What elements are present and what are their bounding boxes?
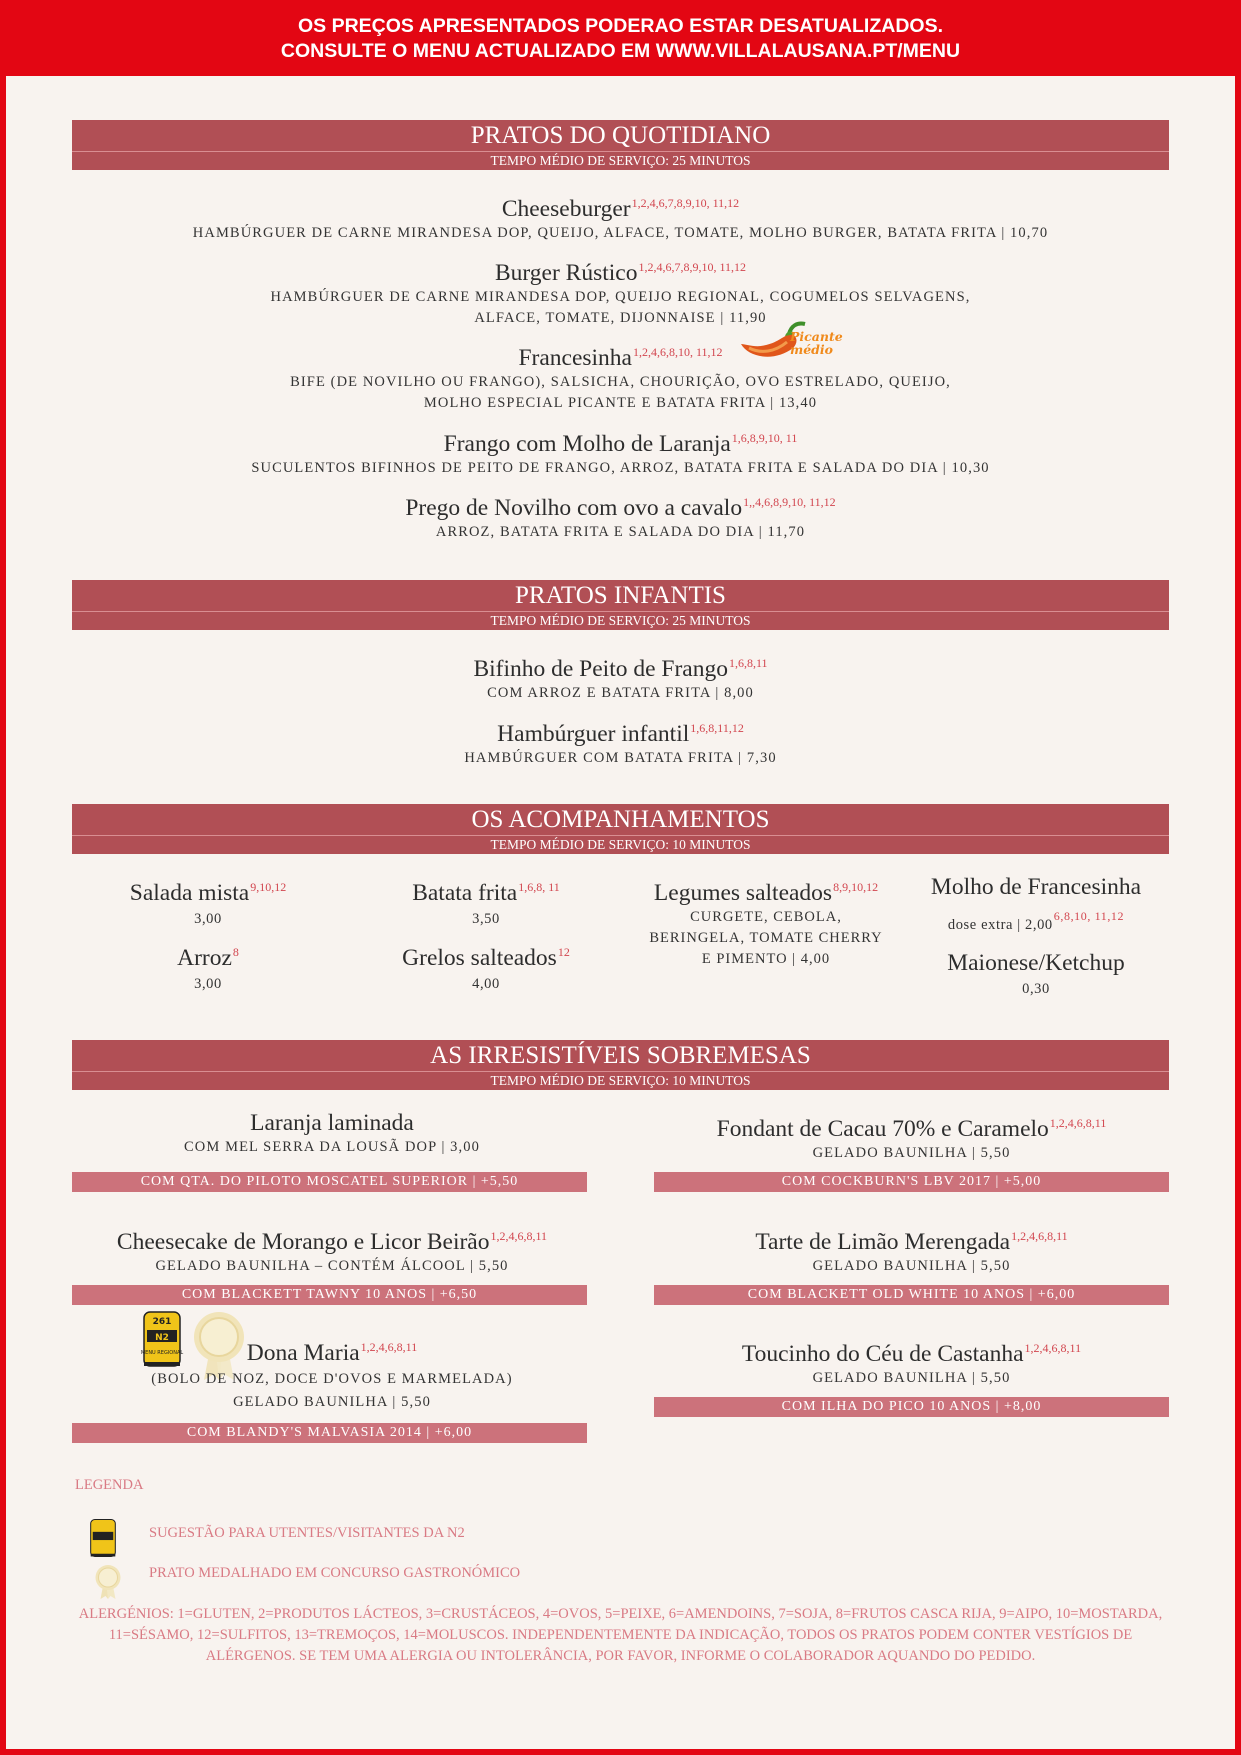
item-description: SUCULENTOS BIFINHOS DE PEITO DE FRANGO, ARROZ, BATATA FRITA E SALADA DO DIA | 10,30	[251, 460, 990, 476]
medal-icon	[94, 1564, 122, 1604]
wine-pairing-bar: COM QTA. DO PILOTO MOSCATEL SUPERIOR | +5,50	[72, 1172, 587, 1192]
item-price: 3,00	[194, 911, 222, 927]
item-description: MOLHO ESPECIAL PICANTE E BATATA FRITA | 13,40	[423, 395, 818, 411]
allergen-codes: 1,2,4,6,8,11	[490, 1229, 548, 1243]
dessert-tarte-limao	[654, 1222, 1169, 1277]
item-name: Dona Maria	[246, 1340, 360, 1366]
item-name: Prego de Novilho com ovo a cavalo	[405, 495, 743, 521]
side-arroz	[88, 938, 328, 996]
side-salada-mista	[88, 873, 328, 931]
item-description: HAMBÚRGUER COM BATATA FRITA | 7,30	[464, 750, 777, 766]
allergen-codes: 12	[557, 945, 570, 959]
item-description: GELADO BAUNILHA | 5,50	[233, 1394, 431, 1410]
section-title: AS IRRESISTÍVEIS SOBREMESAS	[430, 1042, 811, 1069]
section-title: PRATOS DO QUOTIDIANO	[470, 122, 771, 149]
wine-pairing-bar: COM COCKBURN'S LBV 2017 | +5,00	[654, 1172, 1169, 1192]
item-name: Maionese/Ketchup	[947, 950, 1125, 976]
dessert-fondant-cacau	[654, 1109, 1169, 1164]
item-extra-price: dose extra | 2,00	[947, 917, 1053, 933]
side-molho-francesinha	[911, 873, 1161, 940]
item-name: Hambúrguer infantil	[497, 721, 690, 747]
allergen-codes: 1,2,4,6,8,10, 11,12	[632, 345, 723, 359]
item-description: COM ARROZ E BATATA FRITA | 8,00	[487, 685, 754, 701]
allergen-codes: 1,6,8, 11	[518, 880, 560, 894]
legend-title: LEGENDA	[75, 1477, 144, 1493]
side-maionese-ketchup	[911, 949, 1161, 1001]
section-title: PRATOS INFANTIS	[515, 582, 726, 609]
allergen-codes: 6,8,10, 11,12	[1053, 909, 1125, 923]
banner-line-2: CONSULTE O MENU ACTUALIZADO EM WWW.VILLALAUSANA.PT/MENU	[280, 40, 961, 62]
allergen-codes: 1,2,4,6,8,11	[1024, 1341, 1082, 1355]
item-name: Fondant de Cacau 70% e Caramelo	[716, 1116, 1049, 1142]
item-price: 3,50	[472, 911, 500, 927]
item-name: Francesinha	[518, 345, 632, 371]
side-legumes-salteados	[636, 873, 896, 970]
section-subtitle: TEMPO MÉDIO DE SERVIÇO: 10 MINUTOS	[72, 1071, 1169, 1090]
item-name: Legumes salteados	[653, 880, 833, 906]
allergen-codes: 1,6,8,11	[729, 656, 768, 670]
item-name: Bifinho de Peito de Frango	[473, 656, 728, 682]
section-header-quotidiano	[72, 120, 1169, 170]
item-price: 3,00	[194, 976, 222, 992]
menu-item-cheeseburger	[72, 189, 1169, 244]
item-description: BIFE (DE NOVILHO OU FRANGO), SALSICHA, CHOURIÇÃO, OVO ESTRELADO, QUEIJO,	[290, 374, 951, 390]
item-description: CURGETE, CEBOLA,	[690, 909, 842, 925]
item-name: Cheesecake de Morango e Licor Beirão	[116, 1229, 490, 1255]
item-description: ARROZ, BATATA FRITA E SALADA DO DIA | 11,70	[435, 524, 806, 540]
wine-pairing-bar: COM BLANDY'S MALVASIA 2014 | +6,00	[72, 1423, 587, 1443]
allergen-codes: 1,6,8,9,10, 11	[731, 431, 798, 445]
wine-pairing-bar: COM ILHA DO PICO 10 ANOS | +8,00	[654, 1397, 1169, 1417]
wine-pairing-bar: COM BLACKETT TAWNY 10 ANOS | +6,50	[72, 1285, 587, 1305]
allergen-codes: 1,2,4,6,7,8,9,10, 11,12	[631, 196, 740, 210]
item-name: Molho de Francesinha	[930, 874, 1142, 900]
item-name: Cheeseburger	[501, 196, 631, 222]
item-name: Laranja laminada	[250, 1110, 414, 1136]
menu-item-francesinha	[72, 338, 1169, 414]
item-name: Tarte de Limão Merengada	[755, 1229, 1011, 1255]
item-description: GELADO BAUNILHA | 5,50	[812, 1258, 1011, 1274]
item-description: ALFACE, TOMATE, DIJONNAISE | 11,90	[474, 310, 767, 326]
allergen-codes: 9,10,12	[250, 880, 287, 894]
allergen-codes: 1,2,4,6,8,11	[360, 1340, 418, 1354]
item-description: GELADO BAUNILHA – CONTÉM ÁLCOOL | 5,50	[155, 1258, 509, 1274]
item-name: Salada mista	[129, 880, 250, 906]
badge-number: 261	[152, 1317, 172, 1327]
badge-route: N2	[155, 1333, 169, 1343]
wine-pairing-bar: COM BLACKETT OLD WHITE 10 ANOS | +6,00	[654, 1285, 1169, 1305]
dessert-laranja-laminada	[72, 1109, 592, 1158]
item-description: GELADO BAUNILHA | 5,50	[812, 1145, 1011, 1161]
n2-regional-badge-icon	[90, 1518, 116, 1562]
side-grelos	[366, 938, 606, 996]
price-warning-banner	[0, 0, 1241, 76]
allergen-codes: 8	[232, 945, 239, 959]
item-description: E PIMENTO | 4,00	[701, 951, 831, 967]
menu-item-prego-novilho	[72, 488, 1169, 543]
section-subtitle: TEMPO MÉDIO DE SERVIÇO: 25 MINUTOS	[72, 151, 1169, 170]
item-description: GELADO BAUNILHA | 5,50	[812, 1370, 1011, 1386]
allergen-codes: 1,,4,6,8,9,10, 11,12	[743, 495, 836, 509]
banner-line-1: OS PREÇOS APRESENTADOS PODERAO ESTAR DESATUALIZADOS.	[297, 15, 943, 37]
legend-medal-text: PRATO MEDALHADO EM CONCURSO GASTRONÓMICO	[149, 1565, 521, 1581]
legend-n2-text: SUGESTÃO PARA UTENTES/VISITANTES DA N2	[149, 1525, 465, 1541]
badge-caption: MENU REGIONAL	[140, 1350, 184, 1356]
menu-item-hamburguer-infantil	[72, 714, 1169, 769]
dessert-toucinho-ceu	[654, 1334, 1169, 1389]
section-subtitle: TEMPO MÉDIO DE SERVIÇO: 10 MINUTOS	[72, 835, 1169, 854]
item-name: Frango com Molho de Laranja	[443, 431, 731, 457]
spicy-level-label: Picante médio	[790, 329, 843, 357]
dessert-dona-maria	[72, 1333, 592, 1413]
side-batata-frita	[366, 873, 606, 931]
allergen-legend: ALERGÉNIOS: 1=GLUTEN, 2=PRODUTOS LÁCTEOS, 3=CRUSTÁCEOS, 4=OVOS, 5=PEIXE, 6=AMENDOINS, 7=SOJA, 8=FRUTOS CASCA RIJA, 9=AIPO, 10=MOSTARDA, 11=SÉSAMO, 12=SULFITOS, 13=TREMOÇOS, 14=MOLUSCOS. INDEPENDENTEMENTE DA INDICAÇÃO, TODOS OS PRATOS PODEM CONTER VESTÍGIOS DE ALÉRGENOS. SE TEM UMA ALERGIA OU INTOLERÂNCIA, POR FAVOR, INFORME O COLABORADOR AQUANDO DO PEDIDO.	[78, 1606, 1163, 1664]
allergen-codes: 1,6,8,11,12	[690, 721, 744, 735]
item-description: COM MEL SERRA DA LOUSÃ DOP | 3,00	[184, 1139, 480, 1155]
menu-item-bifinho	[72, 649, 1169, 704]
item-name: Burger Rústico	[494, 260, 638, 286]
item-name: Toucinho do Céu de Castanha	[741, 1341, 1024, 1367]
dessert-cheesecake	[72, 1222, 592, 1277]
menu-item-burger-rustico	[72, 253, 1169, 329]
menu-page	[6, 0, 1235, 1749]
menu-item-frango-laranja	[72, 424, 1169, 479]
section-header-infantis	[72, 580, 1169, 630]
item-description: HAMBÚRGUER DE CARNE MIRANDESA DOP, QUEIJO REGIONAL, COGUMELOS SELVAGENS,	[270, 289, 971, 305]
item-price: 4,00	[472, 976, 500, 992]
allergen-codes: 1,2,4,6,8,11	[1049, 1116, 1107, 1130]
item-name: Arroz	[177, 945, 232, 971]
allergen-codes: 1,2,4,6,8,11	[1011, 1229, 1068, 1243]
section-title: OS ACOMPANHAMENTOS	[471, 806, 770, 833]
item-name: Grelos salteados	[402, 945, 557, 971]
item-description: HAMBÚRGUER DE CARNE MIRANDESA DOP, QUEIJO, ALFACE, TOMATE, MOLHO BURGER, BATATA FRITA | 10,70	[192, 225, 1049, 241]
item-description: (BOLO DE NOZ, DOCE D'OVOS E MARMELADA)	[151, 1371, 513, 1387]
item-price: 0,30	[1022, 981, 1050, 997]
section-header-sobremesas	[72, 1040, 1169, 1090]
allergen-codes: 1,2,4,6,7,8,9,10, 11,12	[638, 260, 747, 274]
item-description: BERINGELA, TOMATE CHERRY	[649, 930, 883, 946]
section-subtitle: TEMPO MÉDIO DE SERVIÇO: 25 MINUTOS	[72, 611, 1169, 630]
allergen-codes: 8,9,10,12	[833, 880, 879, 894]
item-name: Batata frita	[412, 880, 518, 906]
section-header-acompanhamentos	[72, 804, 1169, 854]
